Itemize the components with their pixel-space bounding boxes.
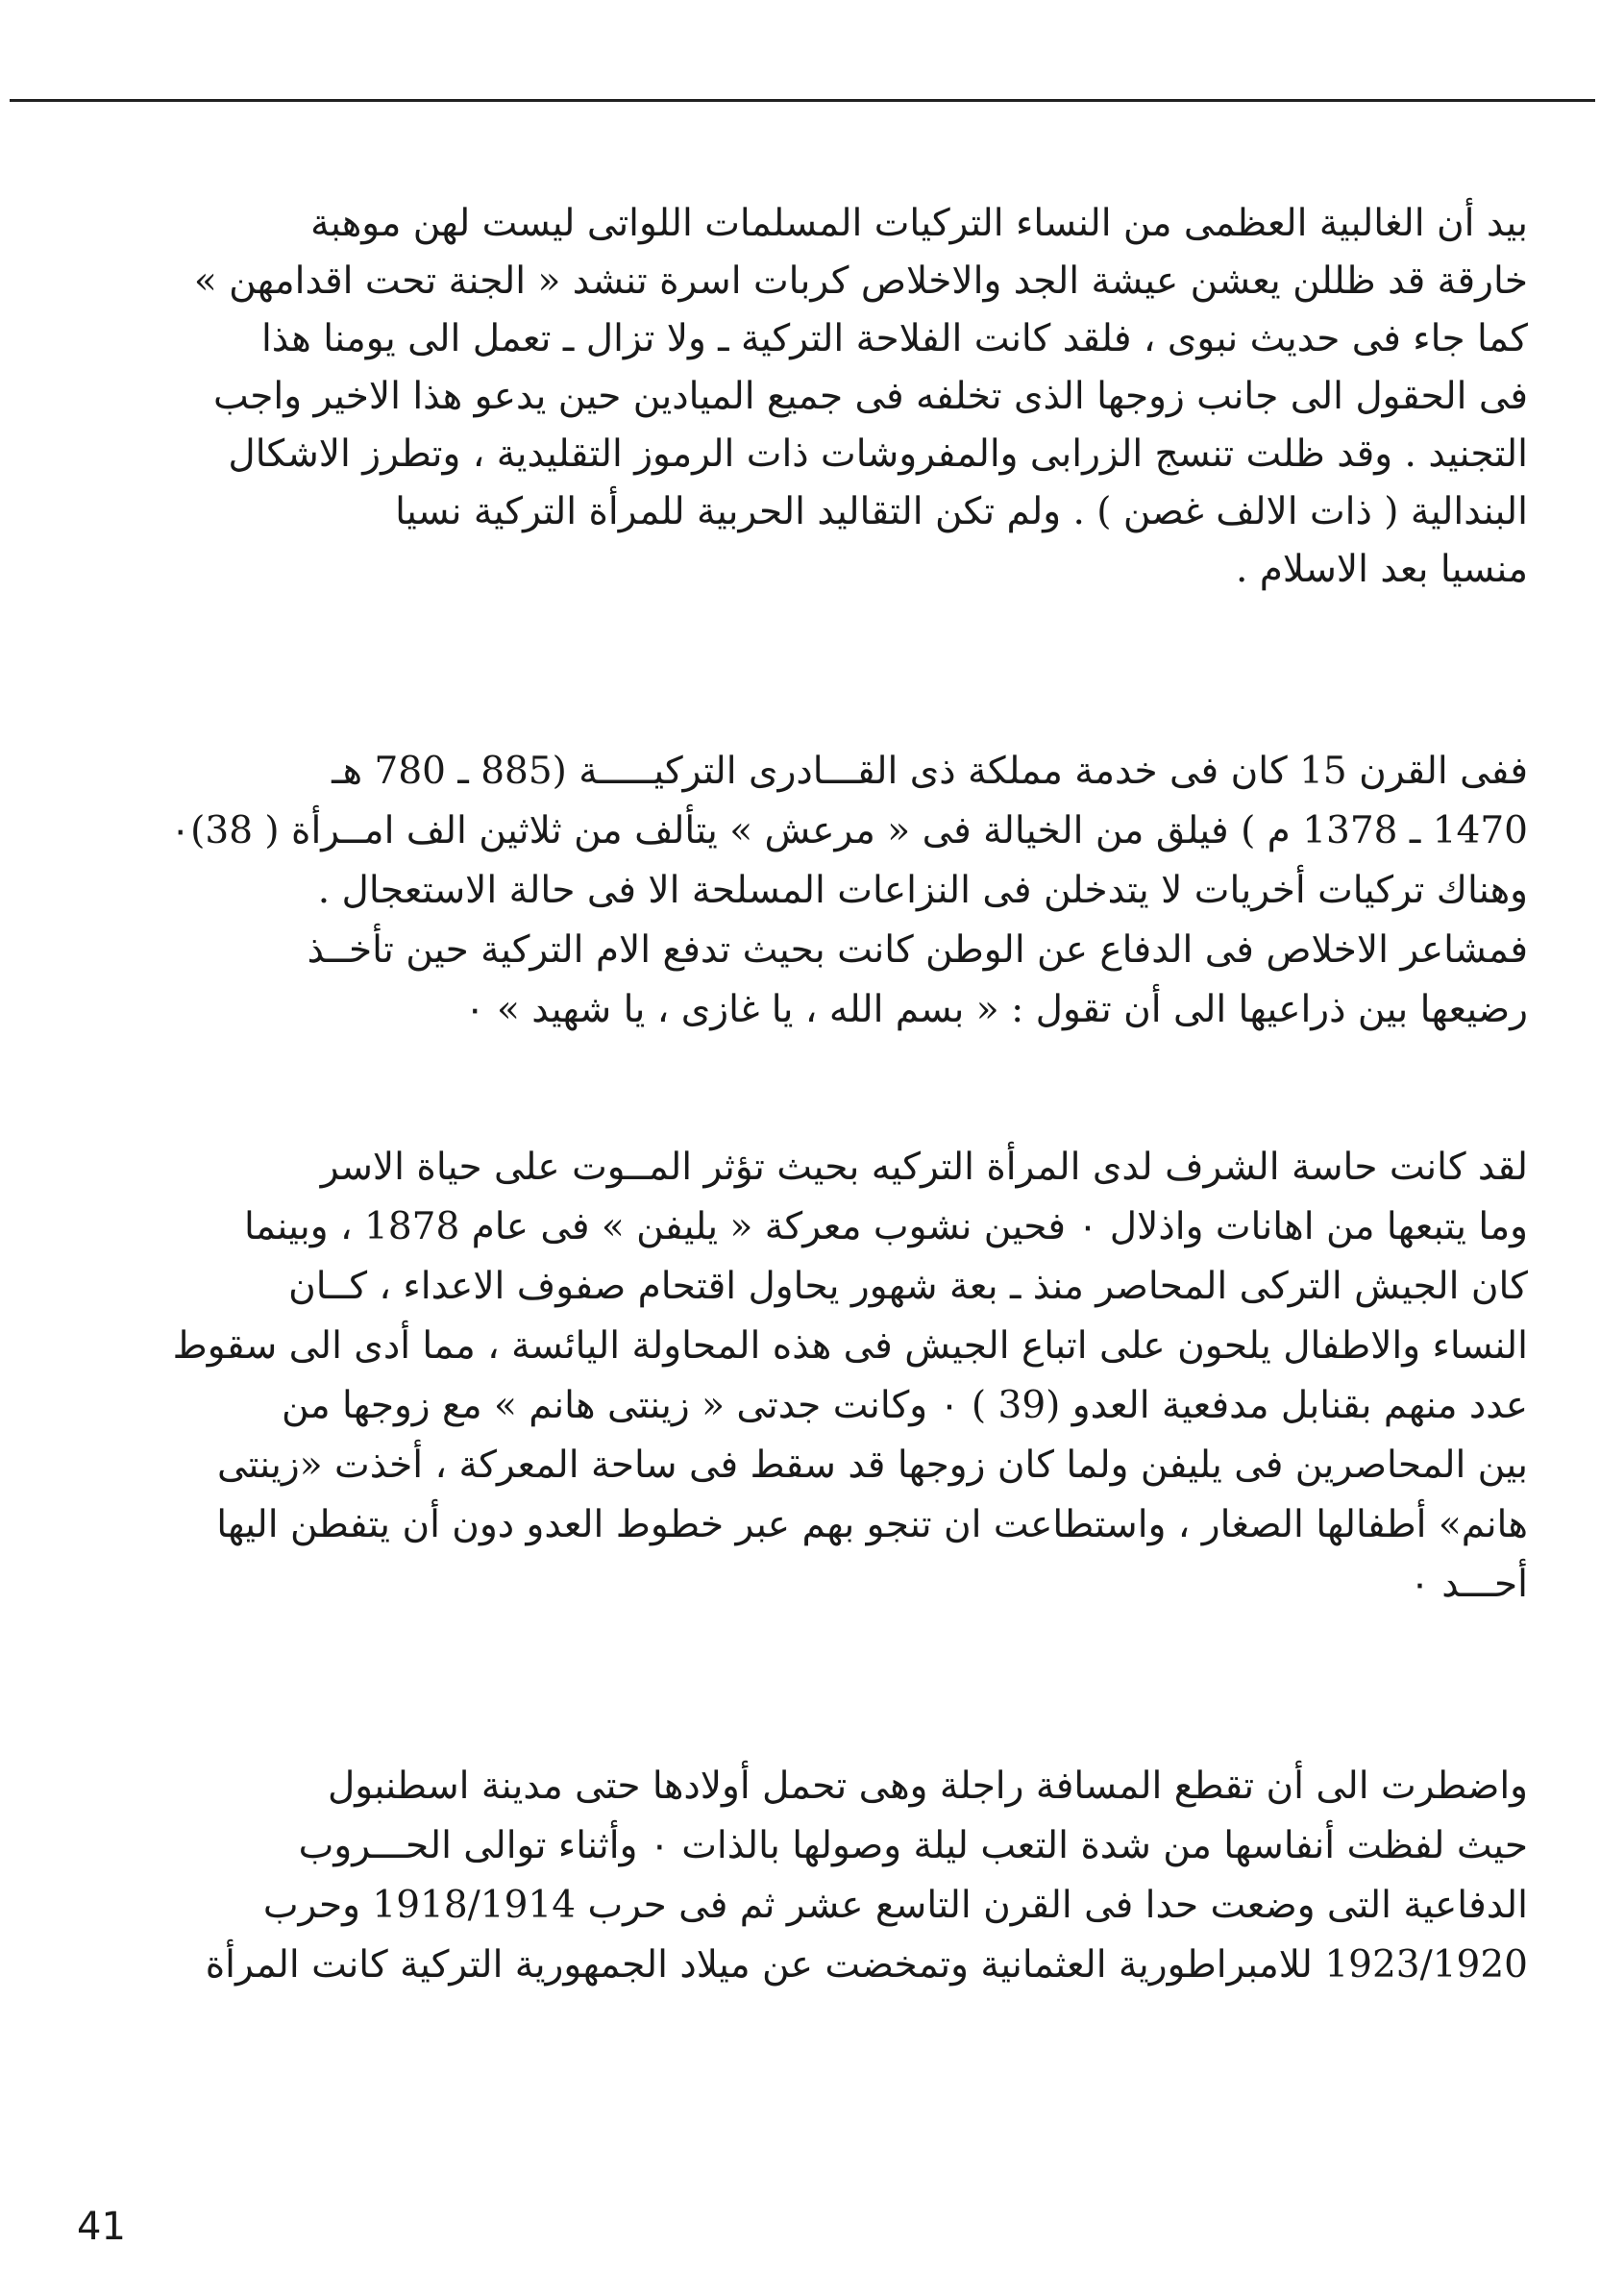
text-line: خارقة قد ظللن يعشن عيشة الجد والاخلاص كربات اسرة تنشد « الجنة تحت اقدامهن »	[193, 259, 1528, 303]
paragraph-3	[77, 1142, 1528, 1613]
text-line: أحـــد ٠	[1409, 1563, 1528, 1606]
text-line: لقد كانت حاسة الشرف لدى المرأة التركيه بحيث تؤثر المــوت على حياة الاسر	[320, 1146, 1528, 1189]
text-line: كما جاء فى حديث نبوى ، فلقد كانت الفلاحة التركية ـ ولا تزال ـ تعمل الى يومنا هذا	[260, 317, 1528, 360]
paragraph-4	[77, 1761, 1528, 2001]
paragraph-2	[77, 746, 1528, 1044]
text-line: ففى القرن 15 كان فى خدمة مملكة ذى القـــادرى التركيـــــة (885 ـ 780 هـ	[332, 750, 1528, 793]
text-line: كان الجيش التركى المحاصر منذ ـ بعة شهور يحاول اقتحام صفوف الاعداء ، كــان	[288, 1265, 1528, 1308]
text-line: وما يتبعها من اهانات واذلال ٠ فحين نشوب معركة « يليفن » فى عام 1878 ، وبينما	[243, 1205, 1528, 1248]
text-line: وهناك تركيات أخريات لا يتدخلن فى النزاعات المسلحة الا فى حالة الاستعجال .	[317, 869, 1528, 912]
text-line: التجنيد . وقد ظلت تنسج الزرابى والمفروشات ذات الرموز التقليدية ، وتطرز الاشكال	[228, 432, 1528, 476]
text-line: رضيعها بين ذراعيها الى أن تقول : « بسم الله ، يا غازى ، يا شهيد » ٠	[464, 988, 1528, 1031]
text-line: 1923/1920 للامبراطورية العثمانية وتمخضت عن ميلاد الجمهورية التركية كانت المرأة	[205, 1943, 1528, 1987]
paragraph-1	[77, 198, 1528, 602]
text-line: الدفاعية التى وضعت حدا فى القرن التاسع عشر ثم فى حرب 1918/1914 وحرب	[262, 1884, 1528, 1927]
text-line: فمشاعر الاخلاص فى الدفاع عن الوطن كانت بحيث تدفع الام التركية حين تأخــذ	[307, 928, 1528, 972]
text-line: واضطرت الى أن تقطع المسافة راجلة وهى تحمل أولادها حتى مدينة اسطنبول	[327, 1765, 1528, 1808]
page-number: 41	[77, 2205, 126, 2249]
text-line: منسيا بعد الاسلام .	[1235, 548, 1528, 591]
text-line: هانم» أطفالها الصغار ، واستطاعت ان تنجو بهم عبر خطوط العدو دون أن يتفطن اليها	[216, 1503, 1528, 1546]
text-line: عدد منهم بقنابل مدفعية العدو (39 ) ٠ وكانت جدتى « زينتى هانم » مع زوجها من	[282, 1384, 1528, 1427]
text-line: 1470 ـ 1378 م ) فيلق من الخيالة فى « مرعش » يتألف من ثلاثين الف امــرأة ( 38)٠	[170, 809, 1528, 852]
top-rule	[10, 99, 1595, 102]
text-line: النساء والاطفال يلحون على اتباع الجيش فى هذه المحاولة اليائسة ، مما أدى الى سقوط	[172, 1324, 1528, 1368]
text-line: بيد أن الغالبية العظمى من النساء التركيات المسلمات اللواتى ليست لهن موهبة	[310, 202, 1528, 245]
text-line: حيث لفظت أنفاسها من شدة التعب ليلة وصولها بالذات ٠ وأثناء توالى الحـــروب	[298, 1824, 1528, 1867]
text-line: البندالية ( ذات الالف غصن ) . ولم تكن التقاليد الحربية للمرأة التركية نسيا	[395, 490, 1528, 533]
text-line: بين المحاصرين فى يليفن ولما كان زوجها قد سقط فى ساحة المعركة ، أخذت «زينتى	[217, 1444, 1528, 1487]
text-line: فى الحقول الى جانب زوجها الذى تخلفه فى جميع الميادين حين يدعو هذا الاخير واجب	[213, 375, 1528, 418]
